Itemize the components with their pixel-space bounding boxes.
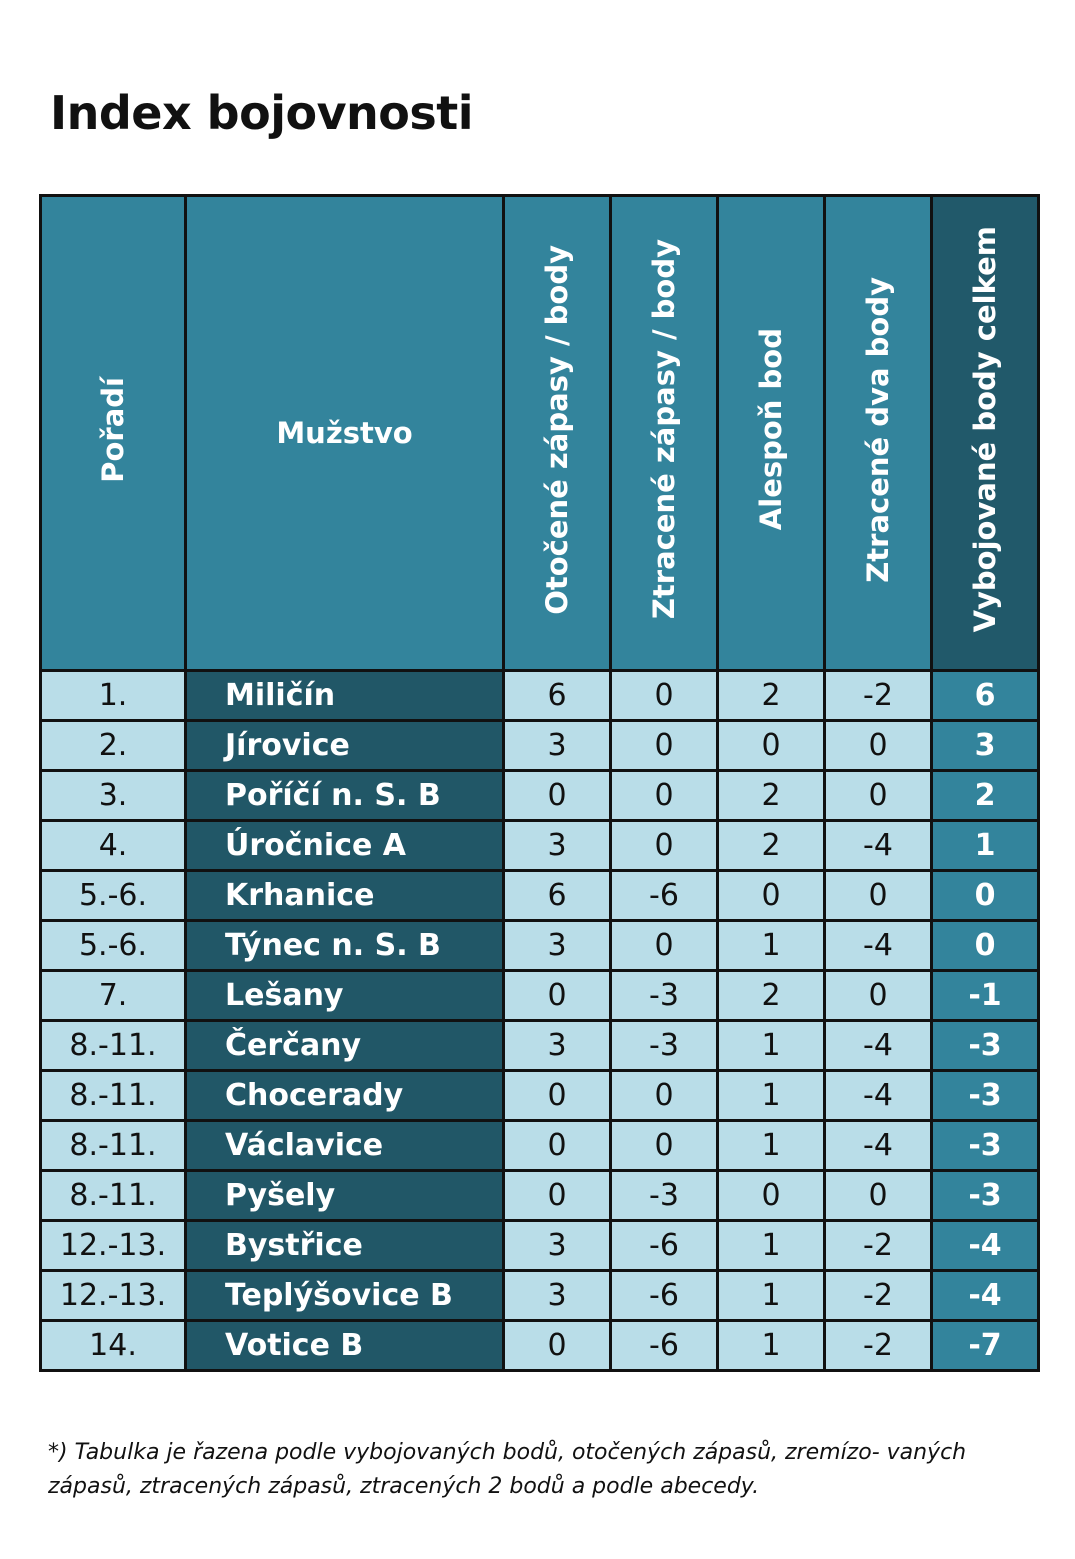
table-row [41,771,1039,821]
cell-rank: 14. [41,1321,186,1371]
header-total-points [932,196,1039,671]
cell-at-least-point: 1 [718,1071,825,1121]
cell-at-least-point: 2 [718,821,825,871]
cell-at-least-point: 0 [718,721,825,771]
cell-team: Václavice [186,1121,504,1171]
cell-lost-two-points: 0 [825,721,932,771]
cell-lost-matches: 0 [611,771,718,821]
cell-turned-matches: 0 [504,971,611,1021]
table-row [41,1071,1039,1121]
header-lost-two-points [825,196,932,671]
cell-lost-two-points: 0 [825,1171,932,1221]
cell-turned-matches: 3 [504,821,611,871]
cell-lost-two-points: 0 [825,871,932,921]
header-team [186,196,504,671]
table-body [41,671,1039,1371]
cell-team: Čerčany [186,1021,504,1071]
table-row [41,1271,1039,1321]
table-row [41,871,1039,921]
cell-lost-matches: 0 [611,671,718,721]
cell-rank: 5.-6. [41,921,186,971]
cell-lost-two-points: -4 [825,1021,932,1071]
header-at-least-point [718,196,825,671]
table-row [41,921,1039,971]
cell-lost-matches: -6 [611,1221,718,1271]
cell-team: Teplýšovice B [186,1271,504,1321]
table-row [41,821,1039,871]
header-rank [41,196,186,671]
header-team-label: Mužstvo [276,416,413,450]
page-title: Index bojovnosti [50,86,474,140]
cell-lost-matches: -6 [611,1321,718,1371]
cell-lost-two-points: -2 [825,1321,932,1371]
cell-team: Chocerady [186,1071,504,1121]
header-lost-matches-label: Ztracené zápasy / body [647,239,681,620]
cell-turned-matches: 6 [504,671,611,721]
cell-team: Jírovice [186,721,504,771]
cell-at-least-point: 2 [718,971,825,1021]
header-lost-two-points-label: Ztracené dva body [861,276,895,583]
cell-at-least-point: 1 [718,1271,825,1321]
cell-rank: 1. [41,671,186,721]
cell-team: Pyšely [186,1171,504,1221]
cell-turned-matches: 0 [504,1171,611,1221]
cell-lost-matches: 0 [611,1121,718,1171]
cell-at-least-point: 1 [718,921,825,971]
cell-lost-matches: -6 [611,871,718,921]
cell-team: Úročnice A [186,821,504,871]
header-lost-matches [611,196,718,671]
cell-turned-matches: 0 [504,771,611,821]
cell-rank: 5.-6. [41,871,186,921]
cell-turned-matches: 3 [504,1221,611,1271]
cell-lost-matches: 0 [611,821,718,871]
cell-turned-matches: 3 [504,1021,611,1071]
cell-team: Krhanice [186,871,504,921]
cell-turned-matches: 0 [504,1121,611,1171]
cell-total-points: -7 [932,1321,1039,1371]
table-row [41,721,1039,771]
cell-turned-matches: 0 [504,1321,611,1371]
cell-team: Miličín [186,671,504,721]
cell-rank: 2. [41,721,186,771]
cell-total-points: -3 [932,1171,1039,1221]
cell-total-points: -4 [932,1271,1039,1321]
cell-turned-matches: 3 [504,721,611,771]
cell-team: Poříčí n. S. B [186,771,504,821]
table-row [41,971,1039,1021]
cell-team: Bystřice [186,1221,504,1271]
standings-table [39,194,1040,1372]
cell-lost-matches: 0 [611,1071,718,1121]
cell-team: Lešany [186,971,504,1021]
cell-total-points: 6 [932,671,1039,721]
cell-rank: 4. [41,821,186,871]
cell-turned-matches: 0 [504,1071,611,1121]
cell-total-points: -3 [932,1121,1039,1171]
cell-rank: 12.-13. [41,1271,186,1321]
cell-team: Týnec n. S. B [186,921,504,971]
cell-turned-matches: 3 [504,1271,611,1321]
cell-at-least-point: 1 [718,1121,825,1171]
cell-lost-two-points: -4 [825,821,932,871]
cell-lost-two-points: -2 [825,1271,932,1321]
cell-at-least-point: 1 [718,1021,825,1071]
header-row [41,196,1039,671]
header-turned-matches [504,196,611,671]
cell-team: Votice B [186,1321,504,1371]
cell-lost-two-points: 0 [825,771,932,821]
cell-total-points: 0 [932,871,1039,921]
cell-lost-matches: -3 [611,1171,718,1221]
cell-at-least-point: 1 [718,1221,825,1271]
table-row [41,1221,1039,1271]
cell-lost-matches: 0 [611,721,718,771]
header-rank-label: Pořadí [96,376,130,483]
cell-rank: 7. [41,971,186,1021]
cell-total-points: 1 [932,821,1039,871]
footnote: *) Tabulka je řazena podle vybojovaných bodů, otočených zápasů, zremízo- vaných zápasů, ztracených zápasů, ztracených 2 bodů a podle abecedy. [48,1440,967,1499]
cell-lost-matches: -3 [611,971,718,1021]
table-row [41,1121,1039,1171]
cell-lost-two-points: -4 [825,921,932,971]
header-at-least-point-label: Alespoň bod [754,328,788,531]
cell-total-points: -4 [932,1221,1039,1271]
cell-lost-two-points: -2 [825,671,932,721]
cell-lost-matches: -3 [611,1021,718,1071]
header-total-points-label: Vybojované body celkem [968,226,1002,633]
cell-at-least-point: 0 [718,1171,825,1221]
cell-rank: 12.-13. [41,1221,186,1271]
table-row [41,1321,1039,1371]
cell-rank: 3. [41,771,186,821]
table-row [41,671,1039,721]
table-row [41,1021,1039,1071]
table-header [41,196,1039,671]
cell-lost-two-points: -4 [825,1121,932,1171]
cell-lost-matches: 0 [611,921,718,971]
cell-total-points: -1 [932,971,1039,1021]
table-row [41,1171,1039,1221]
cell-at-least-point: 2 [718,671,825,721]
cell-total-points: 0 [932,921,1039,971]
cell-turned-matches: 6 [504,871,611,921]
cell-at-least-point: 0 [718,871,825,921]
cell-turned-matches: 3 [504,921,611,971]
cell-total-points: -3 [932,1071,1039,1121]
cell-rank: 8.-11. [41,1171,186,1221]
cell-rank: 8.-11. [41,1071,186,1121]
cell-rank: 8.-11. [41,1121,186,1171]
cell-lost-two-points: -4 [825,1071,932,1121]
cell-total-points: 2 [932,771,1039,821]
cell-rank: 8.-11. [41,1021,186,1071]
cell-at-least-point: 1 [718,1321,825,1371]
cell-total-points: -3 [932,1021,1039,1071]
cell-lost-two-points: -2 [825,1221,932,1271]
cell-lost-two-points: 0 [825,971,932,1021]
cell-total-points: 3 [932,721,1039,771]
header-turned-matches-label: Otočené zápasy / body [540,244,574,615]
cell-lost-matches: -6 [611,1271,718,1321]
cell-at-least-point: 2 [718,771,825,821]
